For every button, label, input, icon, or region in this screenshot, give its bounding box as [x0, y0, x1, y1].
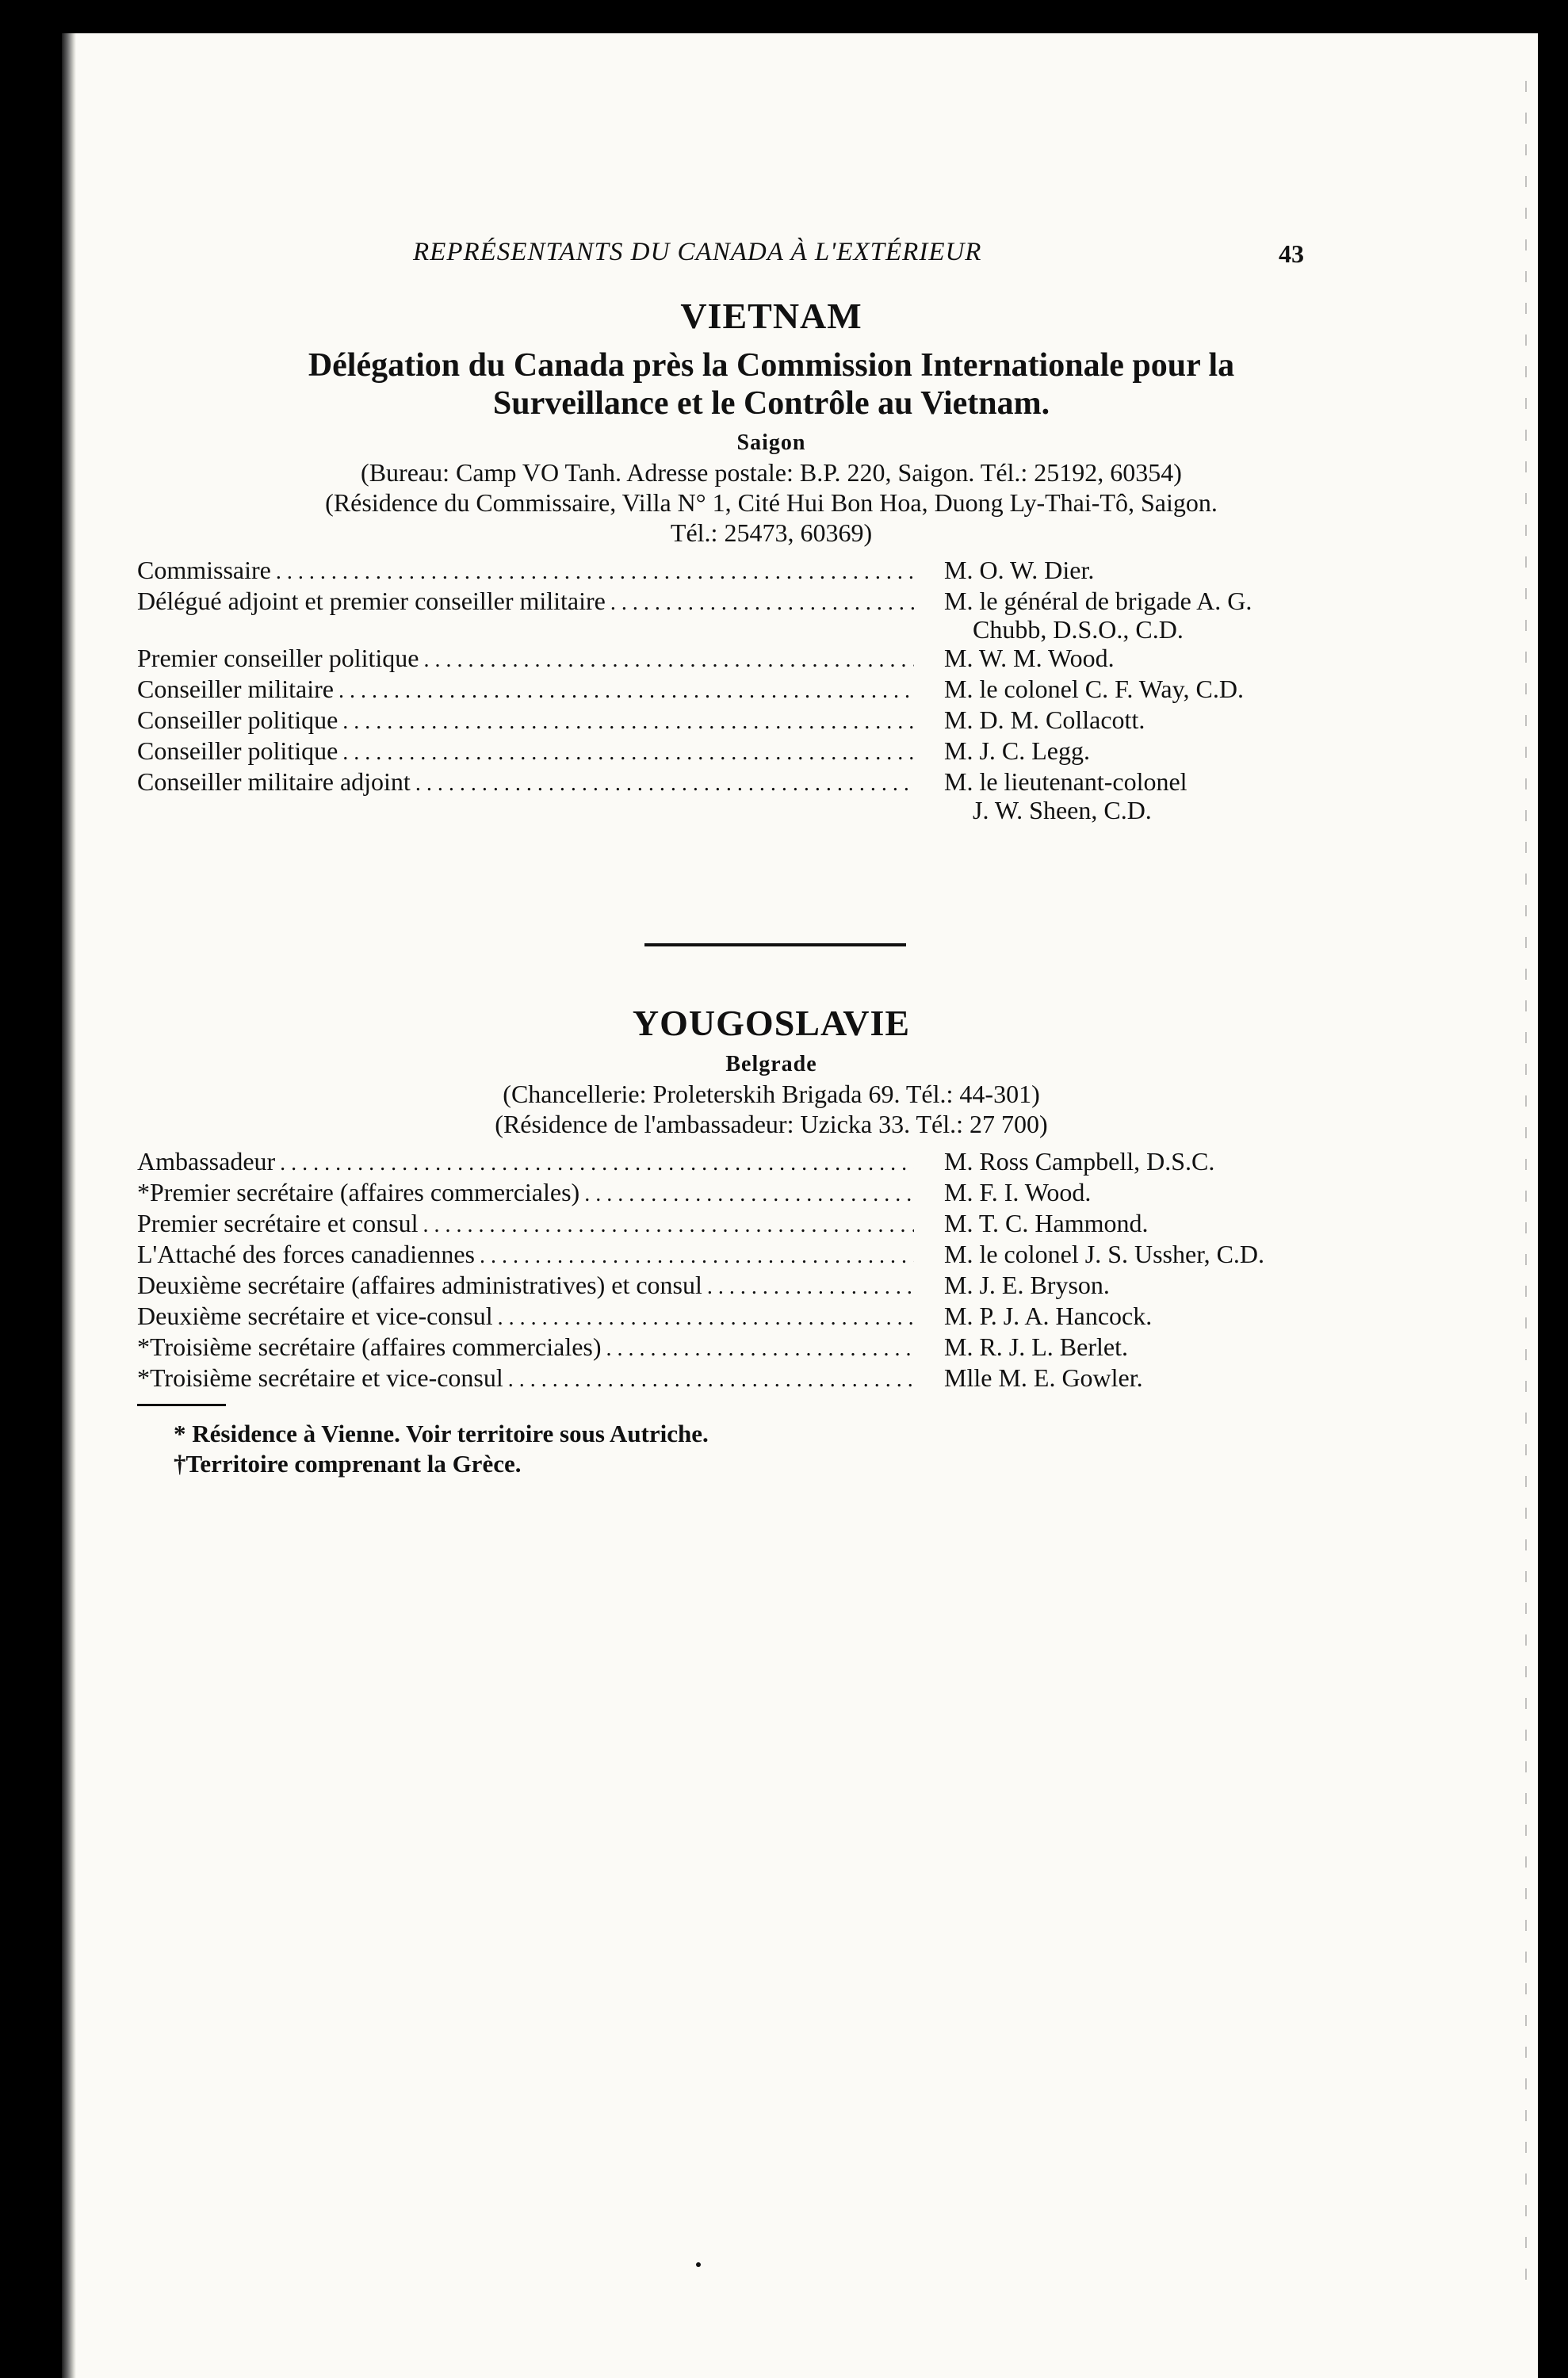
staff-holder: M. T. C. Hammond. [944, 1209, 1149, 1237]
dot-leader [342, 708, 914, 736]
footnote: * Résidence à Vienne. Voir territoire sous Autriche. [174, 1420, 709, 1447]
country-heading: VIETNAM [680, 296, 862, 336]
footnote-rule [137, 1404, 226, 1406]
staff-row [137, 1209, 1405, 1240]
dot-leader [423, 1211, 915, 1240]
staff-row [137, 587, 1405, 644]
staff-holder: M. le colonel J. S. Ussher, C.D. [944, 1240, 1265, 1268]
document-page [62, 33, 1538, 2378]
footnote: †Territoire comprenant la Grèce. [174, 1450, 522, 1478]
dot-leader [610, 589, 914, 617]
staff-position: Délégué adjoint et premier conseiller militaire [137, 587, 606, 615]
staff-position: *Troisième secrétaire (affaires commerciales) [137, 1332, 602, 1361]
staff-position: Deuxième secrétaire (affaires administratives) et consul [137, 1271, 702, 1299]
staff-row [137, 1240, 1405, 1271]
mission-title-line: Délégation du Canada près la Commission Internationale pour la [308, 347, 1235, 384]
scan-speck [696, 2262, 701, 2267]
staff-position: Premier secrétaire et consul [137, 1209, 419, 1237]
dot-leader [276, 558, 914, 587]
staff-list [137, 1147, 1405, 1394]
footnotes [137, 1419, 1405, 1479]
binding-shadow [62, 33, 76, 2378]
address-block [137, 457, 1405, 548]
address-line: Tél.: 25473, 60369) [670, 518, 873, 547]
staff-position: Commissaire [137, 556, 271, 584]
staff-row [137, 556, 1405, 587]
staff-holder: M. R. J. L. Berlet. [944, 1332, 1128, 1361]
address-block [137, 1079, 1405, 1139]
address-line: (Résidence de l'ambassadeur: Uzicka 33. Tél.: 27 700) [495, 1110, 1048, 1138]
staff-row [137, 1178, 1405, 1209]
staff-holder-continued: J. W. Sheen, C.D. [973, 796, 1152, 824]
staff-row [137, 1332, 1405, 1363]
staff-holder: M. F. I. Wood. [944, 1178, 1092, 1206]
staff-holder: M. le général de brigade A. G. [944, 587, 1252, 615]
address-line: (Résidence du Commissaire, Villa N° 1, Cité Hui Bon Hoa, Duong Ly-Thai-Tô, Saigon. [325, 488, 1218, 517]
mission-title-line: Surveillance et le Contrôle au Vietnam. [492, 385, 1050, 422]
dot-leader [584, 1180, 914, 1209]
dot-leader [707, 1273, 914, 1302]
staff-position: Premier conseiller politique [137, 644, 419, 672]
running-title: REPRÉSENTANTS DU CANADA À L'EXTÉRIEUR [413, 238, 982, 266]
section-divider [644, 943, 906, 946]
staff-list [137, 556, 1405, 824]
staff-holder: M. J. C. Legg. [944, 736, 1090, 765]
staff-position: Deuxième secrétaire et vice-consul [137, 1302, 493, 1330]
staff-row [137, 1271, 1405, 1302]
staff-holder: M. O. W. Dier. [944, 556, 1095, 584]
section-vietnam [137, 295, 1405, 824]
address-line: (Bureau: Camp VO Tanh. Adresse postale: B.P. 220, Saigon. Tél.: 25192, 60354) [361, 458, 1182, 487]
staff-holder: M. Ross Campbell, D.S.C. [944, 1147, 1215, 1176]
dot-leader [508, 1366, 914, 1394]
staff-position: Ambassadeur [137, 1147, 276, 1176]
city-heading: Saigon [736, 430, 806, 455]
mission-title [137, 346, 1405, 422]
staff-holder-continued: Chubb, D.S.O., C.D. [973, 615, 1184, 644]
dot-leader [338, 677, 914, 705]
staff-row [137, 1363, 1405, 1394]
dot-leader [342, 739, 914, 767]
dot-leader [280, 1149, 914, 1178]
staff-holder: M. J. E. Bryson. [944, 1271, 1110, 1299]
staff-row [137, 1147, 1405, 1178]
staff-position: L'Attaché des forces canadiennes [137, 1240, 475, 1268]
city-heading: Belgrade [725, 1052, 817, 1076]
staff-position: *Premier secrétaire (affaires commerciales) [137, 1178, 580, 1206]
staff-holder: M. le colonel C. F. Way, C.D. [944, 675, 1244, 703]
staff-holder: M. D. M. Collacott. [944, 705, 1145, 734]
page-number: 43 [1279, 239, 1304, 268]
running-head [137, 238, 1405, 270]
staff-position: Conseiller politique [137, 705, 338, 734]
staff-position: Conseiller militaire [137, 675, 334, 703]
staff-row [137, 705, 1405, 736]
staff-position: Conseiller militaire adjoint [137, 767, 411, 796]
dot-leader [423, 646, 914, 675]
dot-leader [606, 1335, 914, 1363]
country-heading: YOUGOSLAVIE [632, 1003, 911, 1043]
staff-holder: Mlle M. E. Gowler. [944, 1363, 1143, 1392]
address-line: (Chancellerie: Proleterskih Brigada 69. Tél.: 44-301) [503, 1080, 1040, 1108]
staff-row [137, 675, 1405, 705]
dot-leader [498, 1304, 914, 1332]
staff-row [137, 1302, 1405, 1332]
staff-position: Conseiller politique [137, 736, 338, 765]
staff-position: *Troisième secrétaire et vice-consul [137, 1363, 503, 1392]
dot-leader [480, 1242, 914, 1271]
staff-holder: M. P. J. A. Hancock. [944, 1302, 1153, 1330]
staff-holder: M. W. M. Wood. [944, 644, 1115, 672]
staff-row [137, 736, 1405, 767]
section-yougoslavie [137, 1002, 1405, 1479]
staff-row [137, 767, 1405, 824]
page-edge-shadow [1525, 81, 1527, 2300]
staff-row [137, 644, 1405, 675]
staff-holder: M. le lieutenant-colonel [944, 767, 1187, 796]
dot-leader [415, 770, 914, 798]
